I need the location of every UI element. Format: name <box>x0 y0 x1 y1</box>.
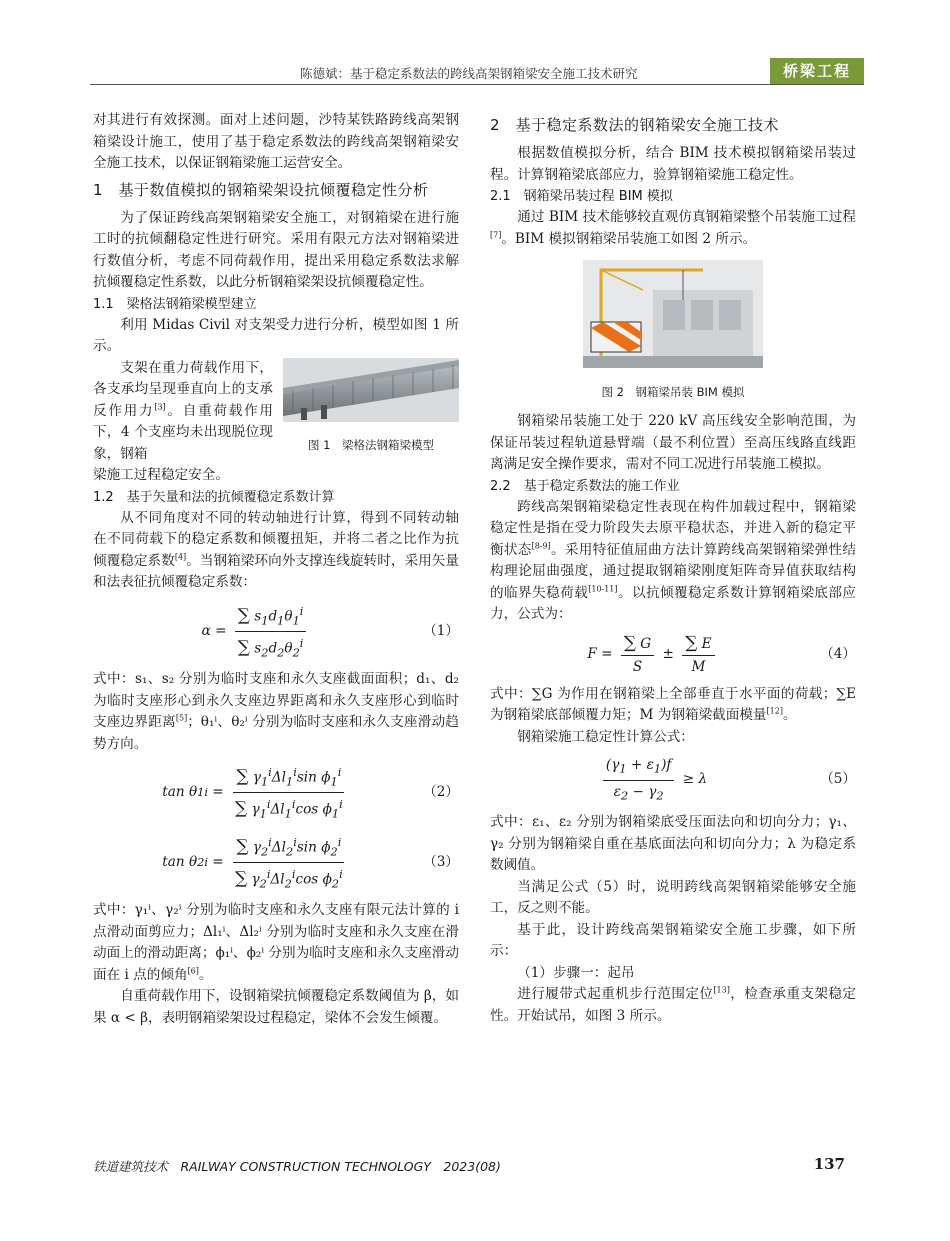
page-footer <box>93 1157 845 1177</box>
paragraph: （1）步骤一：起吊 <box>517 964 635 981</box>
text: ；θ₁ⁱ、θ₂ⁱ 分别为临时支座和永久支座滑动趋势方向。 <box>93 714 460 752</box>
paragraph: 当满足公式（5）时，说明跨线高架钢箱梁能够安全施工，反之则不能。 <box>490 878 856 917</box>
journal-name: 铁道建筑技术 RAILWAY CONSTRUCTION TECHNOLOGY 2023(08) <box>93 1159 501 1174</box>
section-tag: 桥梁工程 <box>770 58 864 84</box>
text: 通过 BIM 技术能够较直观仿真钢箱梁整个吊装施工过程 <box>517 209 856 225</box>
paragraph: 为了保证跨线高架钢箱梁安全施工，对钢箱梁在进行施工时的抗倾翻稳定性进行研究。采用有限元方法对钢箱梁进行数值分析，考虑不同荷载作用，提出采用稳定系数法求解抗倾覆稳定性系数，以此分析钢箱梁架设抗倾覆稳定性。 <box>93 209 459 290</box>
equation-number: （3） <box>423 853 459 870</box>
section-heading-2: 2 基于稳定系数法的钢箱梁安全施工技术 <box>490 116 780 134</box>
paragraph: 式中：ε₁、ε₂ 分别为钢箱梁底受压面法向和切向分力；γ₁、γ₂ 分别为钢箱梁自重在基底面法向和切向分力；λ 为稳定系数阈值。 <box>490 814 856 874</box>
paragraph <box>490 207 856 250</box>
text: 跨线高架钢箱梁稳定性表现在构件加载过程中，钢箱梁稳定性是指在受力阶段失去原平稳状态，并进入新的稳定平衡状态 <box>490 498 856 558</box>
citation: [13] <box>713 985 730 995</box>
bim-hoisting-image <box>583 260 763 368</box>
subsection-heading-2-2: 2.2 基于稳定系数法的施工作业 <box>490 478 680 494</box>
equation-3-body: tan θ 2 i = $\frac{\sum \gamma_2^i\Delta l_2^i\sin \phi_2^i}{\sum \gamma_2^i\Delta l_2^i\cos \phi_2^i}$ <box>93 831 419 895</box>
text: ，检查承重支架稳定性。开始试吊，如图 3 所示。 <box>490 986 857 1024</box>
citation: [12] <box>766 706 783 716</box>
paragraph: 基于此，设计跨线高架钢箱梁安全施工步骤，如下所示： <box>490 921 856 960</box>
wrapped-text <box>93 358 273 466</box>
paragraph <box>93 669 459 755</box>
figure-1 <box>283 358 459 466</box>
text: 。 <box>198 966 213 983</box>
box-girder-model-image <box>283 358 459 422</box>
text: 。采用特征值屈曲方法计算跨线高架钢箱梁弹性结构理论屈曲强度，通过提取钢箱梁刚度矩阵奇异值获取结构的临界失稳荷载 <box>490 541 856 601</box>
figure-2 <box>490 260 856 403</box>
paragraph <box>93 358 273 466</box>
section-heading-1: 1 基于数值模拟的钢箱梁架设抗倾覆稳定性分析 <box>93 180 429 199</box>
left-column <box>93 110 459 1029</box>
text: 。当钢箱梁环向外支撑连线旋转时，采用矢量和法表征抗倾覆稳定系数： <box>93 552 459 590</box>
citation: [4] <box>174 551 187 561</box>
citation: [6] <box>187 965 199 975</box>
equation-4-body: F = $\frac{\sum G}{S}$ ± $\frac{\sum E}{M}$ <box>490 632 816 678</box>
running-title: 陈德斌：基于稳定系数法的跨线高架钢箱梁安全施工技术研究 <box>300 66 638 81</box>
page-header <box>90 58 864 84</box>
subsection-heading-1-2: 1.2 基于矢量和法的抗倾覆稳定系数计算 <box>93 489 335 505</box>
equation-1-body: α = $\frac{\sum s_1d_1\theta_1^i}{\sum s_2d_2\theta_2^i}$ <box>93 600 419 664</box>
equation-number: （4） <box>820 645 856 662</box>
citation: [10-11] <box>588 583 618 593</box>
subsection-heading-1-1: 1.1 梁格法钢箱梁模型建立 <box>93 296 257 312</box>
paragraph: 钢箱梁施工稳定性计算公式： <box>517 728 694 745</box>
citation: [8-9] <box>531 540 551 550</box>
paragraph <box>490 684 856 727</box>
citation: [7] <box>490 229 502 239</box>
paragraph: 自重荷载作用下，设钢箱梁抗倾覆稳定系数阈值为 β，如果 α < β，表明钢箱梁架设过程稳定，梁体不会发生倾覆。 <box>93 988 459 1026</box>
text: 式中：γ₁ⁱ、γ₂ⁱ 分别为临时支座和永久支座有限元法计算的 i 点滑动面剪应力；Δl₁ⁱ、Δl₂ⁱ 分别为临时支座和永久支座在滑动面上的滑动距离；ϕ₁ⁱ、ϕ₂ⁱ 分别为临时支座和永久支座滑动面在 i 点的倾角 <box>93 902 459 983</box>
paragraph: 利用 Midas Civil 对支架受力进行分析，模型如图 1 所示。 <box>93 316 459 354</box>
equation-number: （2） <box>423 784 459 800</box>
equation-2 <box>93 761 459 825</box>
text: 。BIM 模拟钢箱梁吊装施工如图 2 所示。 <box>501 230 757 247</box>
figure-1-caption: 图 1 梁格法钢箱梁模型 <box>308 438 434 452</box>
figure-2-caption: 图 2 钢箱梁吊装 BIM 模拟 <box>601 384 745 399</box>
header-rule <box>90 84 864 85</box>
text: 式中：∑G 为作用在钢箱梁上全部垂直于水平面的荷载；∑E 为钢箱梁底部倾覆力矩；M 为钢箱梁截面模量 <box>490 685 856 723</box>
subsection-heading-2-1: 2.1 钢箱梁吊装过程 BIM 模拟 <box>490 189 673 204</box>
citation: [3] <box>154 401 166 411</box>
equation-4 <box>490 632 856 678</box>
text: 支架在重力荷载作用下，各支承均呈现垂直向上的支承反作用力 <box>93 359 273 419</box>
equation-1 <box>93 600 459 664</box>
text: 从不同角度对不同的转动轴进行计算，得到不同转动轴在不同荷载下的稳定系数和倾覆扭矩，并将二者之比作为抗倾覆稳定系数 <box>93 509 459 569</box>
equation-number: （5） <box>820 771 856 788</box>
paragraph: 根据数值模拟分析，结合 BIM 技术模拟钢箱梁吊装过程。计算钢箱梁底部应力，验算钢箱梁施工稳定性。 <box>490 145 856 183</box>
equation-5-body: $\frac{(\gamma_1 + \varepsilon_1)f}{\varepsilon_2 - \gamma_2}$ ≥ λ <box>490 754 816 806</box>
page-number: 137 <box>813 1155 845 1173</box>
equation-3 <box>93 831 459 895</box>
text: 进行履带式起重机步行范围定位 <box>517 986 714 1003</box>
equation-number: （1） <box>423 622 459 639</box>
text: 。以抗倾覆稳定系数计算钢箱梁底部应力，公式为： <box>490 584 857 622</box>
right-column <box>490 110 856 1027</box>
equation-5 <box>490 754 856 806</box>
equation-2-body: tan θ 1 i = $\frac{\sum \gamma_1^i\Delta l_1^i\sin \phi_1^i}{\sum \gamma_1^i\Delta l_1^i\cos \phi_1^i}$ <box>93 761 419 825</box>
figure-1-wrap <box>93 358 459 466</box>
paragraph: 梁施工过程稳定安全。 <box>93 467 229 483</box>
citation: [5] <box>175 713 188 723</box>
paragraph <box>490 497 856 626</box>
text: 式中：s₁、s₂ 分别为临时支座和永久支座截面面积；d₁、d₂ 为临时支座形心到永久支座边界距离和永久支座形心到临时支座边界距离 <box>93 671 459 730</box>
paragraph: 对其进行有效探测。面对上述问题，沙特某铁路跨线高架钢箱梁设计施工，使用了基于稳定系数法的跨线高架钢箱梁安全施工技术，以保证钢箱梁施工运营安全。 <box>93 112 459 171</box>
text: 。自重荷载作用下，4 个支座均未出现脱位现象，钢箱 <box>93 402 274 462</box>
paragraph <box>93 900 459 986</box>
paragraph <box>93 508 459 594</box>
paragraph <box>490 984 856 1027</box>
paragraph: 钢箱梁吊装施工处于 220 kV 高压线安全影响范围，为保证吊装过程轨道悬臂端（最不利位置）至高压线路直线距离满足安全操作要求，需对不同工况进行吊装施工模拟。 <box>490 413 856 472</box>
text: 。 <box>782 707 797 723</box>
